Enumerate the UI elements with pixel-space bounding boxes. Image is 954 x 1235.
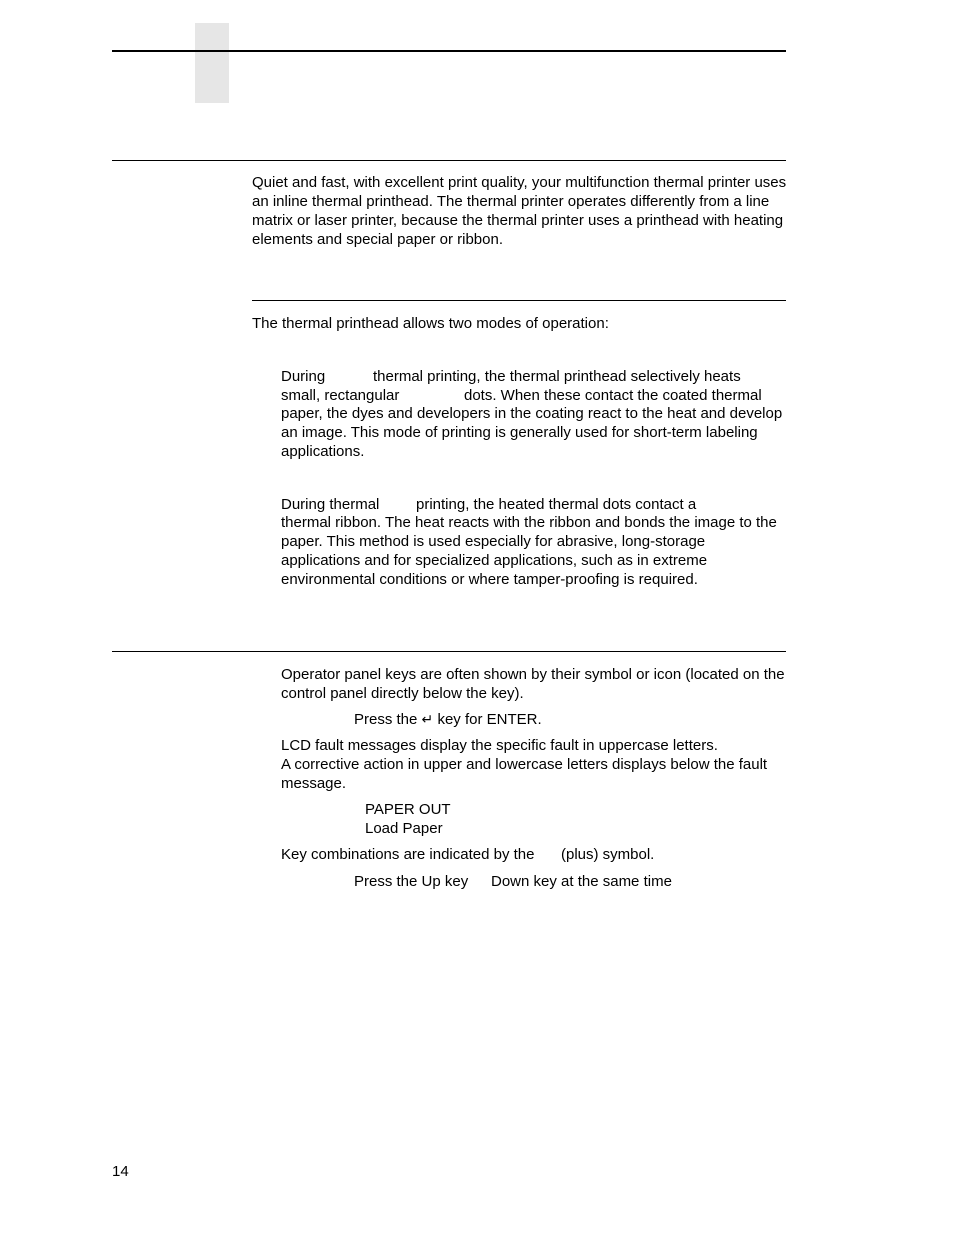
transfer-text: During thermal <box>281 496 380 513</box>
combo-example-text: Press the Up key <box>354 873 469 890</box>
section-rule-intro <box>112 160 786 161</box>
enter-example-text: Press the <box>354 711 418 728</box>
page-number: 14 <box>112 1163 129 1180</box>
lcd-example-action: Load Paper <box>365 820 443 837</box>
combo-convention-text: Key combinations are indicated by the <box>281 846 535 863</box>
keys-convention-text: Operator panel keys are often shown by their symbol or icon (located on the control panel directly below the key). <box>281 666 785 702</box>
direct-text: thermal printing, the thermal printhead selectively heats <box>373 368 741 385</box>
enter-key-icon: ↵ <box>421 712 434 728</box>
combo-convention-text: (plus) symbol. <box>561 846 655 863</box>
lcd-convention-text: LCD fault messages display the specific fault in uppercase letters. <box>281 737 718 754</box>
direct-text: dots. When these contact the coated thermal <box>464 387 762 404</box>
intro-paragraph: Quiet and fast, with excellent print quality, your multifunction thermal printer uses an inline thermal printhead. The thermal printer operates differently from a line matrix or laser printer, because the thermal printer uses a printhead with heating elements and special paper or ribbon. <box>252 174 787 248</box>
header-rule <box>112 50 786 52</box>
transfer-text: thermal ribbon. The heat reacts with the ribbon and bonds the image to the paper. This method is used especially for abrasive, long-storage applications and for specialized applications, such as in extreme environmental conditions or where tamper-proofing is required. <box>281 514 777 588</box>
lcd-example-fault: PAPER OUT <box>365 801 451 818</box>
section-rule-conventions <box>112 651 786 652</box>
direct-text: During <box>281 368 326 385</box>
direct-text: paper, the dyes and developers in the coating react to the heat and develop an image. This mode of printing is generally used for short-term labeling applications. <box>281 405 783 460</box>
chapter-tab-block <box>195 23 229 103</box>
combo-example-text: Down key at the same time <box>491 873 672 890</box>
enter-example-text: key for ENTER. <box>437 711 542 728</box>
modes-lead-text: The thermal printhead allows two modes of operation: <box>252 315 609 332</box>
lcd-convention-text: A corrective action in upper and lowercase letters displays below the fault message. <box>281 756 768 792</box>
enter-example <box>354 710 542 730</box>
direct-text: small, rectangular <box>281 387 400 404</box>
transfer-text: printing, the heated thermal dots contact a <box>416 496 697 513</box>
section-rule-modes <box>252 300 786 301</box>
